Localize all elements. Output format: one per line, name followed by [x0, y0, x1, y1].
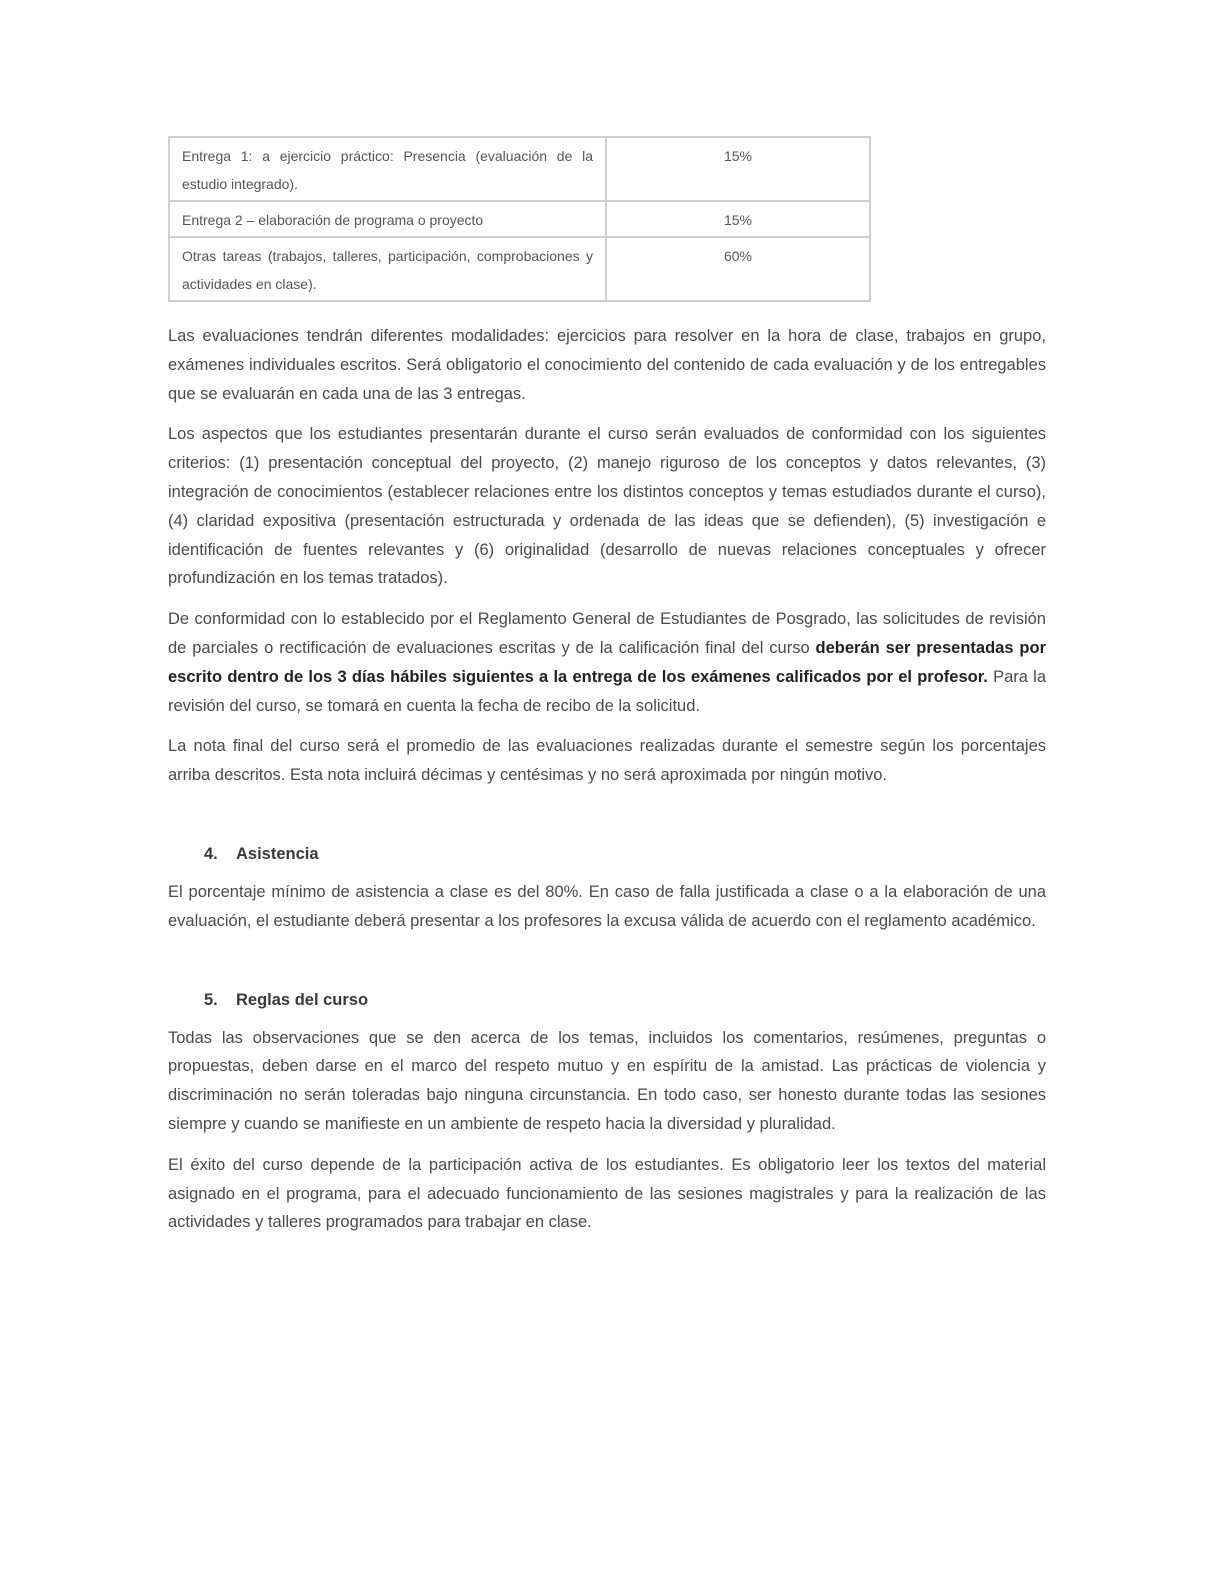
section-number: 4. [204, 844, 218, 863]
table-cell-description: Entrega 2 – elaboración de programa o proyecto [169, 201, 606, 237]
paragraph-final-grade: La nota final del curso será el promedio de las evaluaciones realizadas durante el semestre según los porcentajes arriba descritos. Esta nota incluirá décimas y centésimas y no será aproximada por ningún motivo. [168, 737, 1046, 785]
paragraph-attendance: El porcentaje mínimo de asistencia a clase es del 80%. En caso de falla justificada a clase o a la elaboración de una evaluación, el estudiante deberá presentar a los profesores la excusa válida de acuerdo con el reglamento académico. [168, 882, 1046, 930]
document-body [168, 322, 1046, 1249]
table-cell-description: Entrega 1: a ejercicio práctico: Presencia (evaluación de la estudio integrado). [169, 137, 606, 201]
section-heading-reglas [168, 986, 1046, 1014]
paragraph-review-requests [168, 605, 1046, 720]
review-text-end: Para la revisión del curso, se tomará en cuenta la fecha de recibo de la solicitud. [168, 667, 1046, 715]
evaluation-weights-table [168, 136, 871, 302]
table-cell-weight: 15% [606, 137, 870, 201]
table-row [169, 237, 870, 301]
section-heading-asistencia [168, 840, 1046, 868]
paragraph-evaluation-criteria: Los aspectos que los estudiantes presentarán durante el curso serán evaluados de conformidad con los siguientes criterios: (1) presentación conceptual del proyecto, (2) manejo riguroso de los conceptos y datos relevantes, (3) integración de conocimientos (establecer relaciones entre los distintos conceptos y temas estudiados durante el curso), (4) claridad expositiva (presentación estructurada y ordenada de las ideas que se defienden), (5) investigación e identificación de fuentes relevantes y (6) originalidad (desarrollo de nuevas relaciones conceptuales y ofrecer profundización en los temas tratados). [168, 425, 1046, 588]
section-title: Reglas del curso [236, 990, 369, 1009]
paragraph-rules-respect: Todas las observaciones que se den acerca de los temas, incluidos los comentarios, resúmenes, preguntas o propuestas, deben darse en el marco del respeto mutuo y en espíritu de la amistad. Las prácticas de violencia y discriminación no serán toleradas bajo ninguna circunstancia. En todo caso, ser honesto durante todas las sesiones siempre y cuando se manifieste en un ambiente de respeto hacia la diversidad y pluralidad. [168, 1028, 1046, 1133]
section-number: 5. [204, 990, 218, 1009]
paragraph-rules-participation: El éxito del curso depende de la participación activa de los estudiantes. Es obligatorio leer los textos del material asignado en el programa, para el adecuado funcionamiento de las sesiones magistrales y para la realización de las actividades y talleres programados para trabajar en clase. [168, 1155, 1046, 1232]
table-cell-weight: 60% [606, 237, 870, 301]
section-title: Asistencia [236, 844, 319, 863]
paragraph-evaluation-modalities: Las evaluaciones tendrán diferentes modalidades: ejercicios para resolver en la hora de clase, trabajos en grupo, exámenes individuales escritos. Será obligatorio el conocimiento del contenido de cada evaluación y de los entregables que se evaluarán en cada una de las 3 entregas. [168, 327, 1046, 403]
review-text-start: De conformidad con lo establecido por el Reglamento General de Estudiantes de Posgrado, las solicitudes de revisión de parciales o rectificación de evaluaciones escritas y de la calificación final del curso [168, 610, 1046, 657]
review-text-bold: deberán ser presentadas por escrito dentro de los 3 días hábiles siguientes a la entrega de los exámenes calificados por el profesor. [168, 638, 1046, 686]
table-row [169, 137, 870, 201]
table-cell-weight: 15% [606, 201, 870, 237]
table-row [169, 201, 870, 237]
table-cell-description: Otras tareas (trabajos, talleres, participación, comprobaciones y actividades en clase). [169, 237, 606, 301]
